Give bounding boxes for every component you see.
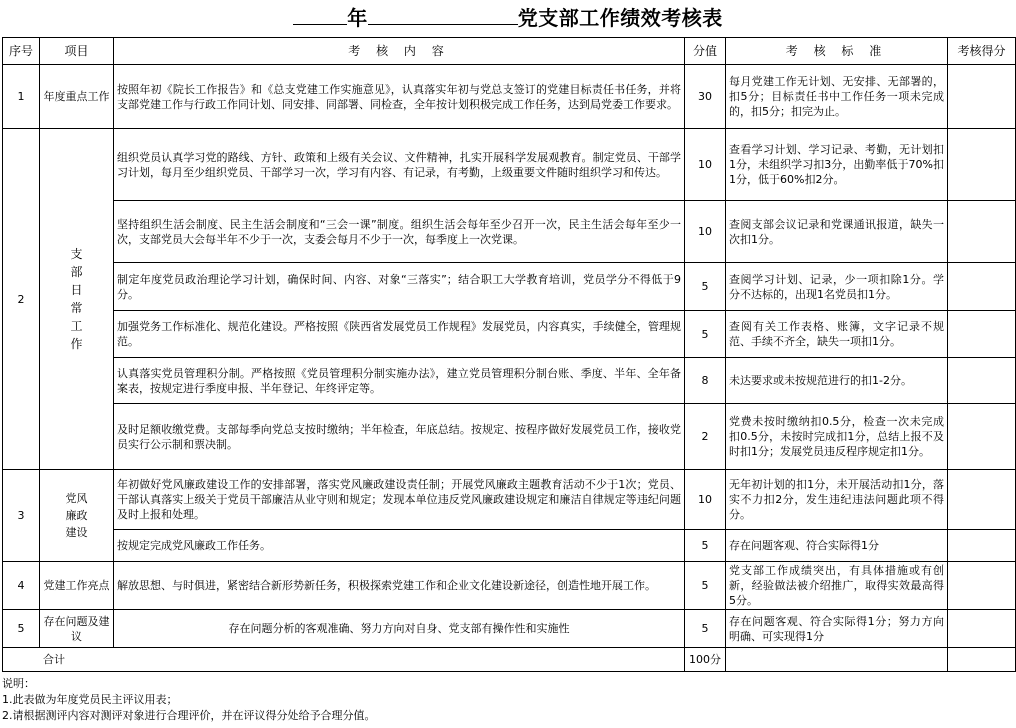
row-content: 认真落实党员管理积分制。严格按照《党员管理积分制实施办法》，建立党员管理积分制台账、季度、半年、全年备案表，按规定进行季度申报、半年登记、年终评定等。 <box>114 358 685 404</box>
row-standard: 查阅有关工作表格、账簿，文字记录不规范、手续不齐全，缺失一项扣1分。 <box>726 311 948 358</box>
row-content: 存在问题分析的客观准确、努力方向对自身、党支部有操作性和实施性 <box>114 610 685 648</box>
row-score: 5 <box>685 562 726 610</box>
section-no: 1 <box>3 65 40 129</box>
table-row <box>3 263 1016 311</box>
title-year-label: 年 <box>347 6 368 30</box>
row-standard: 存在问题客观、符合实际得1分 <box>726 530 948 562</box>
row-standard: 存在问题客观、符合实际得1分；努力方向明确、可实现得1分 <box>726 610 948 648</box>
result-cell[interactable] <box>948 65 1016 129</box>
note-item: 1.此表做为年度党员民主评议用表； <box>2 693 178 706</box>
row-score: 2 <box>685 404 726 470</box>
table-row <box>3 404 1016 470</box>
section-item: 支部日常工作 <box>40 129 114 470</box>
row-standard: 未达要求或未按规范进行的扣1-2分。 <box>726 358 948 404</box>
row-standard: 查看学习计划、学习记录、考勤，无计划扣1分，未组织学习扣3分，出勤率低于70%扣1分，低于60%扣2分。 <box>726 129 948 201</box>
row-standard: 查阅学习计划、记录，少一项扣除1分。学分不达标的，出现1名党员扣1分。 <box>726 263 948 311</box>
row-score: 5 <box>685 311 726 358</box>
table-row <box>3 201 1016 263</box>
row-score: 10 <box>685 470 726 530</box>
result-cell[interactable] <box>948 530 1016 562</box>
table-row <box>3 65 1016 129</box>
result-cell[interactable] <box>948 311 1016 358</box>
result-cell[interactable] <box>948 610 1016 648</box>
header-standard: 考 核 标 准 <box>726 38 948 65</box>
row-content: 年初做好党风廉政建设工作的安排部署，落实党风廉政建设责任制；开展党风廉政主题教育活动不少于1次；党员、干部认真落实上级关于党员干部廉洁从业守则和规定；发现本单位违反党风廉政建设规定和廉洁自律规定等违纪问题及时上报和处理。 <box>114 470 685 530</box>
title-text: 党支部工作绩效考核表 <box>517 6 723 30</box>
table-row <box>3 129 1016 201</box>
total-score: 100分 <box>685 648 726 672</box>
result-cell[interactable] <box>948 263 1016 311</box>
header-result: 考核得分 <box>948 38 1016 65</box>
result-cell[interactable] <box>948 201 1016 263</box>
row-content: 加强党务工作标准化、规范化建设。严格按照《陕西省发展党员工作规程》发展党员，内容真实，手续健全，管理规范。 <box>114 311 685 358</box>
section-item: 年度重点工作 <box>40 65 114 129</box>
result-cell[interactable] <box>948 470 1016 530</box>
result-cell[interactable] <box>948 129 1016 201</box>
notes <box>2 676 376 724</box>
row-score: 5 <box>685 610 726 648</box>
row-score: 30 <box>685 65 726 129</box>
header-score: 分值 <box>685 38 726 65</box>
row-content: 按规定完成党风廉政工作任务。 <box>114 530 685 562</box>
row-score: 5 <box>685 530 726 562</box>
total-standard-cell <box>726 648 948 672</box>
section-item: 党风廉政建设 <box>40 470 114 562</box>
table-row <box>3 610 1016 648</box>
row-content: 组织党员认真学习党的路线、方针、政策和上级有关会议、文件精神，扎实开展科学发展观教育。制定党员、干部学习计划，每月至少组织党员、干部学习一次，学习有内容、有记录，有考勤，上级重要文件随时组织学习和传达。 <box>114 129 685 201</box>
section-no: 2 <box>3 129 40 470</box>
header-row <box>3 38 1016 65</box>
page-title <box>0 2 1016 32</box>
row-score: 8 <box>685 358 726 404</box>
header-content: 考 核 内 容 <box>114 38 685 65</box>
section-no: 3 <box>3 470 40 562</box>
section-no: 4 <box>3 562 40 610</box>
assessment-table <box>2 37 1016 672</box>
total-result-cell[interactable] <box>948 648 1016 672</box>
result-cell[interactable] <box>948 404 1016 470</box>
table-row <box>3 530 1016 562</box>
result-cell[interactable] <box>948 562 1016 610</box>
total-row <box>3 648 1016 672</box>
row-standard: 每月党建工作无计划、无安排、无部署的，扣5分；目标责任书中工作任务一项未完成的，扣5分；扣完为止。 <box>726 65 948 129</box>
header-no: 序号 <box>3 38 40 65</box>
row-content: 坚持组织生活会制度、民主生活会制度和“三会一课”制度。组织生活会每年至少召开一次，民主生活会每年至少一次，支部党员大会每半年不少于一次，支委会每月不少于一次，每季度上一次党课。 <box>114 201 685 263</box>
note-item: 2.请根据测评内容对测评对象进行合理评价，并在评议得分处给予合理分值。 <box>2 709 376 722</box>
result-cell[interactable] <box>948 358 1016 404</box>
row-content: 及时足额收缴党费。支部每季向党总支按时缴纳；半年检查，年底总结。按规定、按程序做好发展党员工作，接收党员实行公示制和票决制。 <box>114 404 685 470</box>
row-standard: 党费未按时缴纳扣0.5分，检查一次未完成扣0.5分，未按时完成扣1分，总结上报不及时扣1分；发展党员违反程序规定扣1分。 <box>726 404 948 470</box>
section-item: 党建工作亮点 <box>40 562 114 610</box>
table-row <box>3 311 1016 358</box>
row-content: 解放思想、与时俱进，紧密结合新形势新任务，积极探索党建工作和企业文化建设新途径，创造性地开展工作。 <box>114 562 685 610</box>
year-blank[interactable] <box>293 2 347 25</box>
row-content: 制定年度党员政治理论学习计划，确保时间、内容、对象“三落实”；结合职工大学教育培训，党员学分不得低于9分。 <box>114 263 685 311</box>
table-row <box>3 470 1016 530</box>
row-score: 10 <box>685 201 726 263</box>
row-standard: 党支部工作成绩突出，有具体措施或有创新，经验做法被介绍推广，取得实效最高得5分。 <box>726 562 948 610</box>
branch-name-blank[interactable] <box>368 2 518 25</box>
section-no: 5 <box>3 610 40 648</box>
total-label: 合计 <box>3 648 685 672</box>
row-score: 5 <box>685 263 726 311</box>
table-row <box>3 562 1016 610</box>
row-standard: 查阅支部会议记录和党课通讯报道，缺失一次扣1分。 <box>726 201 948 263</box>
section-item: 存在问题及建议 <box>40 610 114 648</box>
table-row <box>3 358 1016 404</box>
row-standard: 无年初计划的扣1分，未开展活动扣1分，落实不力扣2分，发生违纪违法问题此项不得分。 <box>726 470 948 530</box>
row-content: 按照年初《院长工作报告》和《总支党建工作实施意见》，认真落实年初与党总支签订的党建目标责任书任务，并将支部党建工作与行政工作同计划、同安排、同部署、同检查，全年按计划积极完成工作任务，达到局党委工作要求。 <box>114 65 685 129</box>
row-score: 10 <box>685 129 726 201</box>
notes-title: 说明： <box>2 677 35 690</box>
header-item: 项目 <box>40 38 114 65</box>
